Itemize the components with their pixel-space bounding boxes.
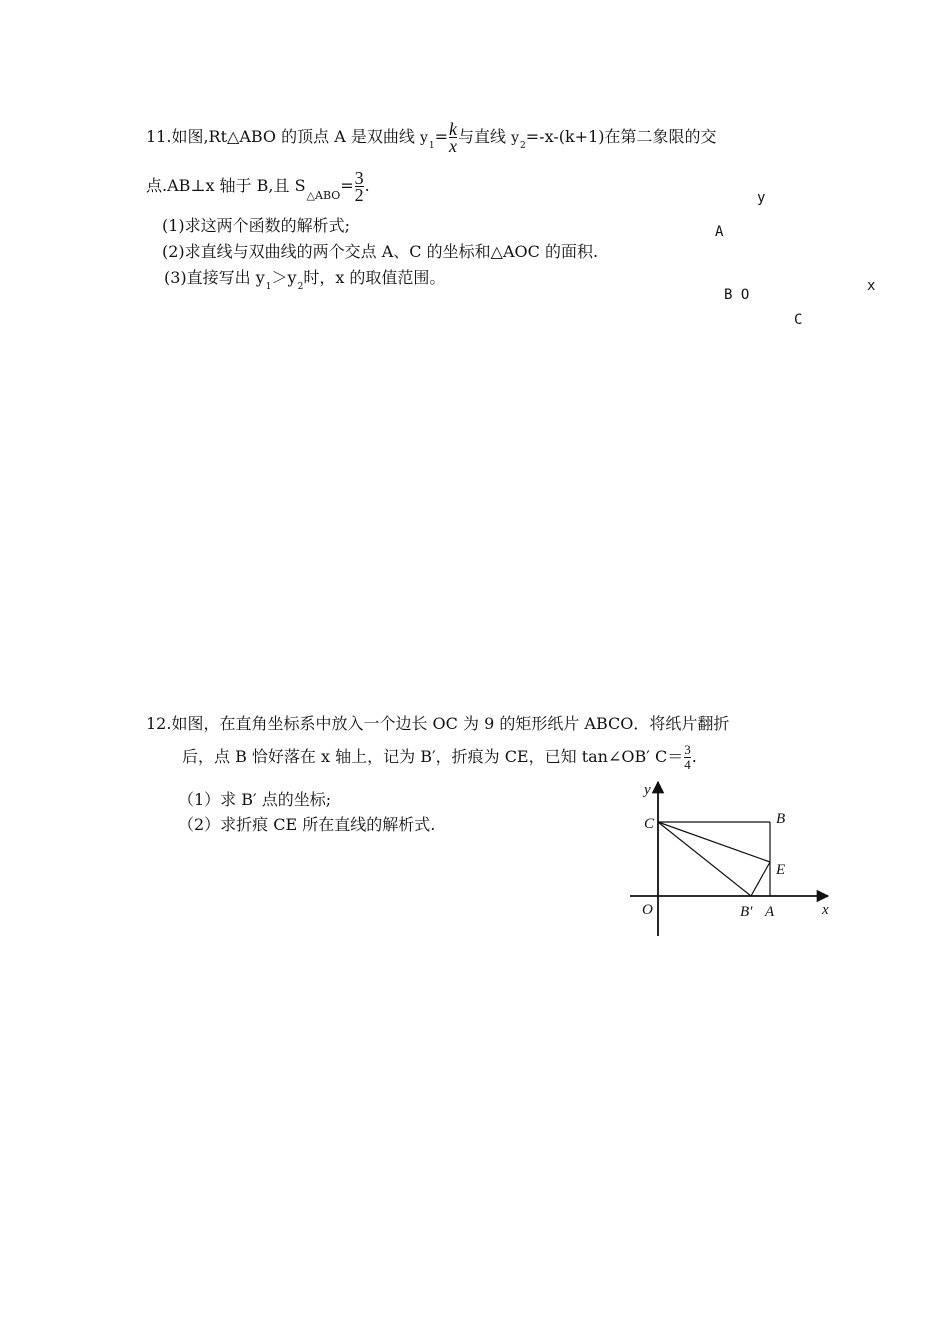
q12-fig-label-C: C [644,816,655,832]
q11-part1: (1)求这两个函数的解析式; [162,216,351,235]
q12-fig-label-A: A [765,904,775,920]
q11-part2: (2)求直线与双曲线的两个交点 A、C 的坐标和△AOC 的面积. [162,242,599,261]
segment-BprimeE [751,862,770,896]
q11-fig-label-y: y [757,190,766,206]
q11-line1: 11.如图,Rt△ABO 的顶点 A 是双曲线 $y_1=$ $\frac{k}{x}$ 与直线 $y_2=-x-(k+1)$在第二象限的交 [146,119,717,156]
q12-part2: （2）求折痕 CE 所在直线的解析式. [178,815,436,834]
q12-fig-label-x: x [822,902,829,918]
q11-fraction-3-over-2: $\frac{3}{2}$ [354,168,364,205]
q11-fraction-k-over-x: $\frac{k}{x}$ [449,119,458,156]
q11-y2: $y_2$ [511,130,526,151]
q11-line-expression: =-x-(k+1)在第二象限的交 [525,127,717,146]
q12-fig-label-E: E [776,862,786,878]
q12-part1: （1）求 B′ 点的坐标; [178,790,332,809]
q11-fig-label-C: C [794,312,803,328]
q12-figure [620,776,850,944]
q11-fig-label-A: A [715,224,724,240]
q11-y1: $y_1$ [419,130,435,151]
q11-line2-prefix: 点.AB⊥x 轴于 B,且 S [146,176,306,195]
q12-line1: 12.如图，在直角坐标系中放入一个边长 OC 为 9 的矩形纸片 ABCO．将纸片翻折 [146,714,730,733]
q12-fig-label-Bprime: B′ [740,904,753,920]
q11-mid: 与直线 [458,127,512,146]
segment-CBprime [658,822,751,896]
q12-fig-label-O: O [642,902,653,918]
q11-area-subscript: △ABO [306,189,341,202]
q11-fig-label-BO: B O [724,287,750,303]
q11-prefix: 11.如图,Rt△ABO 的顶点 A 是双曲线 [146,127,420,146]
q11-part3: (3)直接写出 $y_1>y_2$时，x 的取值范围。 [164,268,446,292]
q11-fig-label-x: x [867,278,876,294]
q12-fraction-3-over-4: $\frac{3}{4}$ [684,742,691,772]
q12-fig-label-y: y [644,782,651,798]
q12-line2: 后，点 B 恰好落在 x 轴上，记为 B′，折痕为 CE，已知 tan∠OB′ C＝ $\frac{3}{4}$ . [182,742,697,772]
q12-fig-label-B: B [776,811,786,827]
q11-line2: 点.AB⊥x 轴于 B,且 $S_{\triangle ABO}=$ $\frac{3}{2}$ . [146,168,370,205]
fold-line-CE [658,822,770,862]
